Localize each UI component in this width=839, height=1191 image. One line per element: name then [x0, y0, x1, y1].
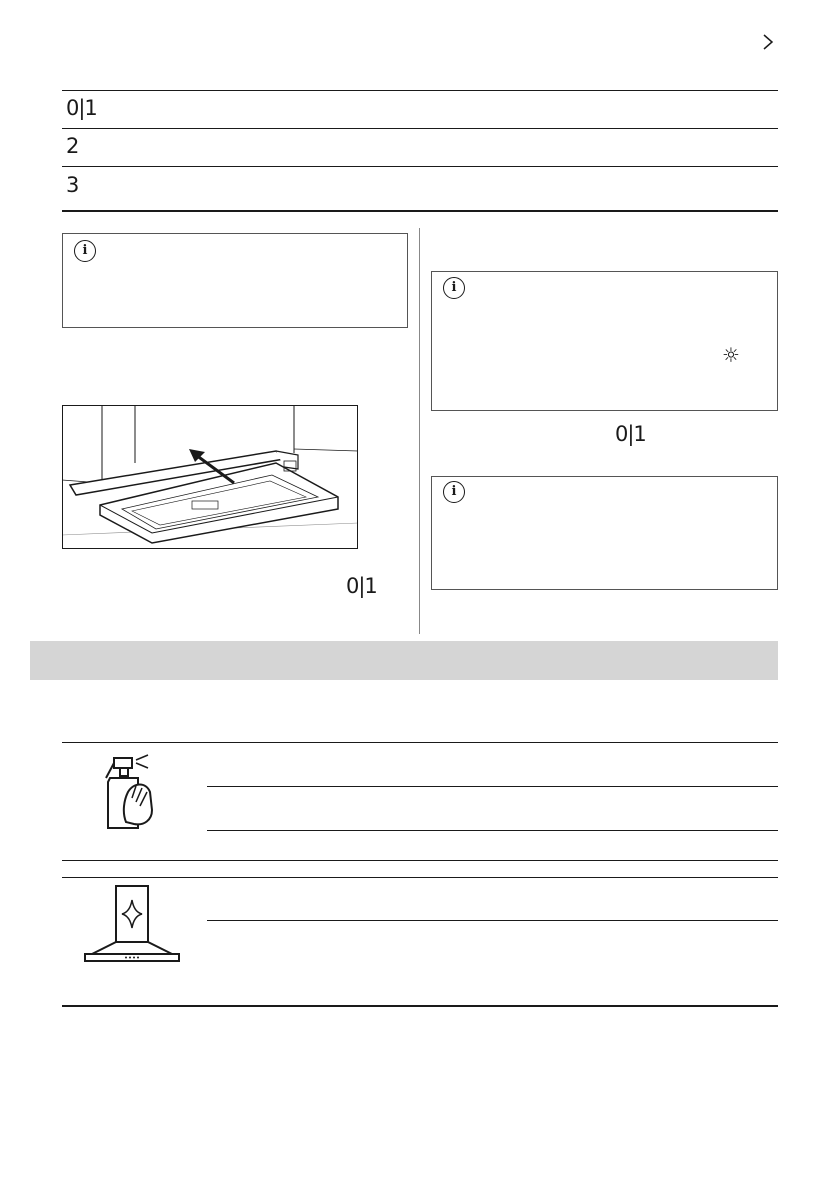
power-symbol-right: 0|1 — [615, 422, 646, 446]
speed-symbol-0-1: 0|1 — [66, 96, 97, 120]
corner-mark — [762, 34, 776, 50]
care-row-rule — [207, 786, 778, 787]
section-heading-band — [30, 641, 778, 680]
info-box-right-2 — [431, 476, 778, 590]
table-rule — [62, 166, 778, 167]
table-rule-top — [62, 90, 778, 91]
speed-symbol-3: 3 — [66, 173, 80, 197]
column-divider — [419, 228, 420, 634]
care-table-rule — [62, 877, 778, 878]
info-icon: i — [74, 240, 96, 262]
care-row-rule — [207, 830, 778, 831]
speed-symbol-2: 2 — [66, 134, 80, 158]
power-symbol-left: 0|1 — [346, 574, 377, 598]
lamp-icon: ☼ — [722, 343, 740, 367]
hood-extraction-illustration — [62, 405, 358, 549]
care-row-rule — [207, 920, 778, 921]
care-table-rule-bottom — [62, 1005, 778, 1007]
info-box-right-1 — [431, 271, 778, 411]
info-icon: i — [443, 277, 465, 299]
table-rule-bottom — [62, 210, 778, 212]
care-table-rule — [62, 860, 778, 861]
spray-cloth-icon — [100, 752, 160, 832]
table-rule — [62, 128, 778, 129]
info-box-left — [62, 233, 408, 328]
info-icon: i — [443, 481, 465, 503]
hood-clean-icon — [82, 884, 182, 964]
care-table-rule-top — [62, 742, 778, 743]
